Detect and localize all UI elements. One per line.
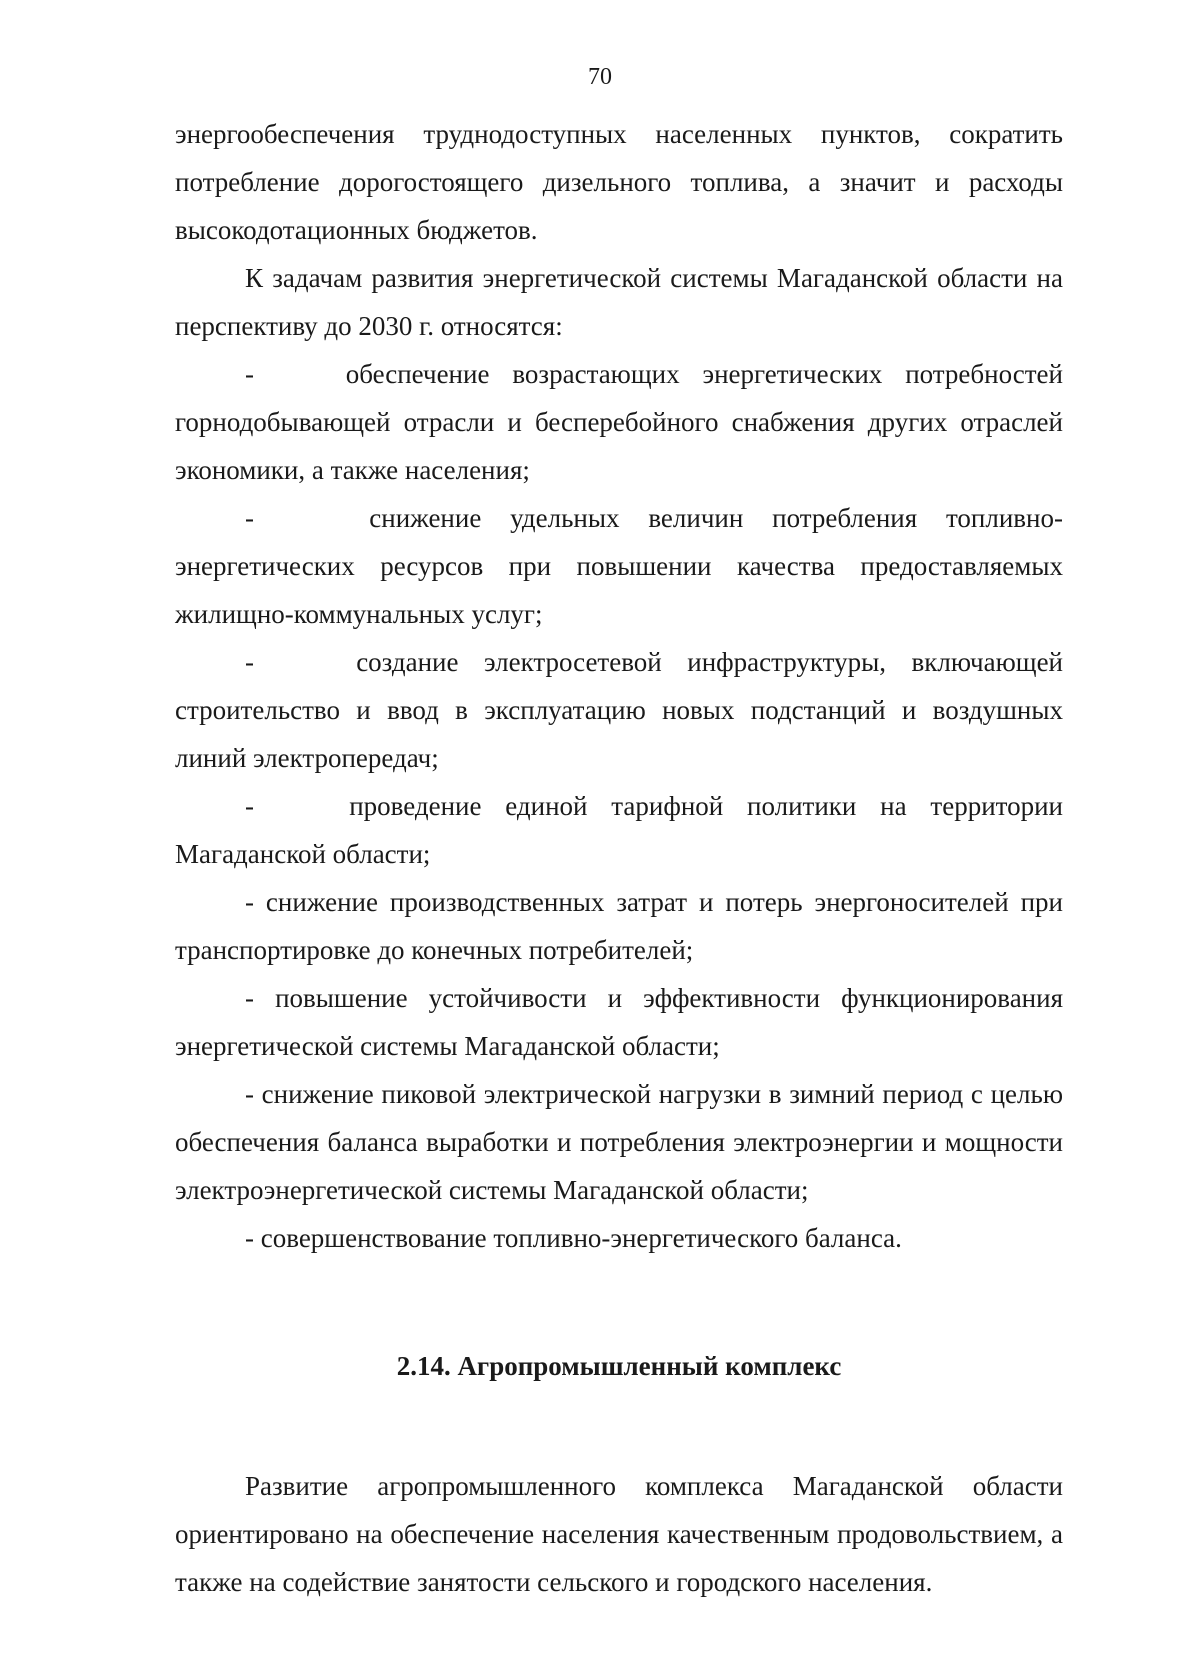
list-item: - обеспечение возрастающих энергетических потребностей горнодобывающей отрасли и бесперебойного снабжения других отраслей экономики, а также населения; — [175, 359, 1063, 485]
list-item: - повышение устойчивости и эффективности функционирования энергетической системы Магаданской области; — [175, 983, 1063, 1061]
list-item: - создание электросетевой инфраструктуры, включающей строительство и ввод в эксплуатацию новых подстанций и воздушных линий электропередач; — [175, 647, 1063, 773]
paragraph: К задачам развития энергетической системы Магаданской области на перспективу до 2030 г. относятся: — [175, 263, 1063, 341]
paragraph: энергообеспечения труднодоступных населенных пунктов, сократить потребление дорогостоящего дизельного топлива, а значит и расходы высокодотационных бюджетов. — [175, 119, 1063, 245]
section-heading: 2.14. Агропромышленный комплекс — [396, 1351, 842, 1381]
list-item: - проведение единой тарифной политики на территории Магаданской области; — [175, 791, 1063, 869]
document-body — [175, 110, 1063, 1606]
list-item: - снижение удельных величин потребления топливно-энергетических ресурсов при повышении качества предоставляемых жилищно-коммунальных услуг; — [175, 503, 1063, 629]
list-item: - снижение производственных затрат и потерь энергоносителей при транспортировке до конечных потребителей; — [175, 887, 1063, 965]
list-item: - совершенствование топливно-энергетического баланса. — [245, 1223, 902, 1253]
paragraph: Развитие агропромышленного комплекса Магаданской области ориентировано на обеспечение населения качественным продовольствием, а также на содействие занятости сельского и городского населения. — [175, 1471, 1063, 1597]
page-number: 70 — [588, 64, 612, 90]
list-item: - снижение пиковой электрической нагрузки в зимний период с целью обеспечения баланса выработки и потребления электроэнергии и мощности электроэнергетической системы Магаданской области; — [175, 1079, 1063, 1205]
